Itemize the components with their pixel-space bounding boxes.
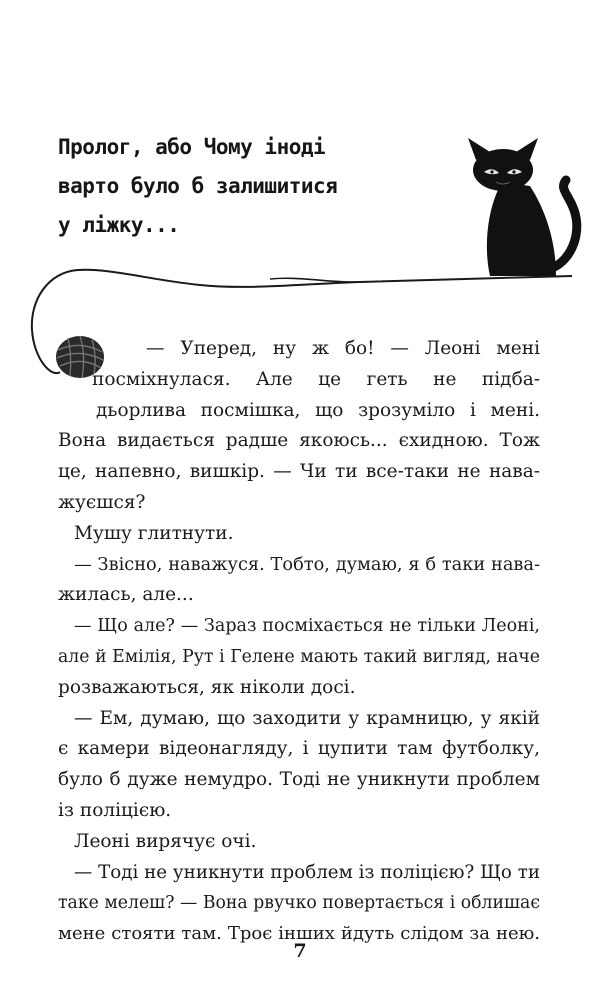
text-line: таке мелеш? — Вона рвучко повертається і облишає — [58, 893, 540, 914]
text-line: але й Емілія, Рут і Гелене мають такий вигляд, наче — [58, 646, 540, 667]
text-line: Леоні вирячує очі. — [74, 830, 257, 852]
page-body — [58, 334, 540, 950]
text-line: — Що але? — Зараз посміхається не тільки Леоні, — [74, 616, 540, 637]
text-line: жуєшся? — [58, 491, 146, 513]
text-line: Мушу глитнути. — [74, 522, 234, 544]
text-line: дьорлива посмішка, що зрозуміло і мені. — [96, 399, 540, 421]
text-line: це, напевно, вишкір. — Чи ти все-таки не нава- — [58, 461, 540, 483]
title-line-1: Пролог, або Чому іноді — [58, 135, 326, 159]
text-line: Вона видається радше якоюсь... єхидною. Тож — [58, 430, 540, 452]
text-line: — Ем, думаю, що заходити у крамницю, у якій — [74, 707, 540, 729]
title-line-3: у ліжку... — [58, 213, 180, 237]
text-line: розважаються, як ніколи досі. — [58, 676, 356, 698]
text-line: є камери відеонагляду, і цупити там футболку, — [58, 738, 540, 760]
text-line: — Звісно, наважуся. Тобто, думаю, я б таки нава- — [74, 554, 540, 575]
text-line: жилась, але... — [58, 584, 194, 606]
text-line: посміхнулася. Але це геть не підба- — [92, 368, 540, 390]
page-number: 7 — [293, 940, 307, 962]
text-line: було б дуже немудро. Тоді не уникнути проблем — [58, 769, 540, 791]
text-line: — Тоді не уникнути проблем із поліцією? Що ти — [74, 861, 540, 883]
text-line: мене стояти там. Троє інших йдуть слідом за нею. — [58, 923, 540, 945]
text-line: — Уперед, ну ж бо! — Леоні мені — [146, 338, 540, 359]
text-line: із поліцією. — [58, 799, 172, 821]
title-line-2: варто було б залишитися — [58, 174, 338, 198]
black-cat-icon — [468, 138, 577, 276]
